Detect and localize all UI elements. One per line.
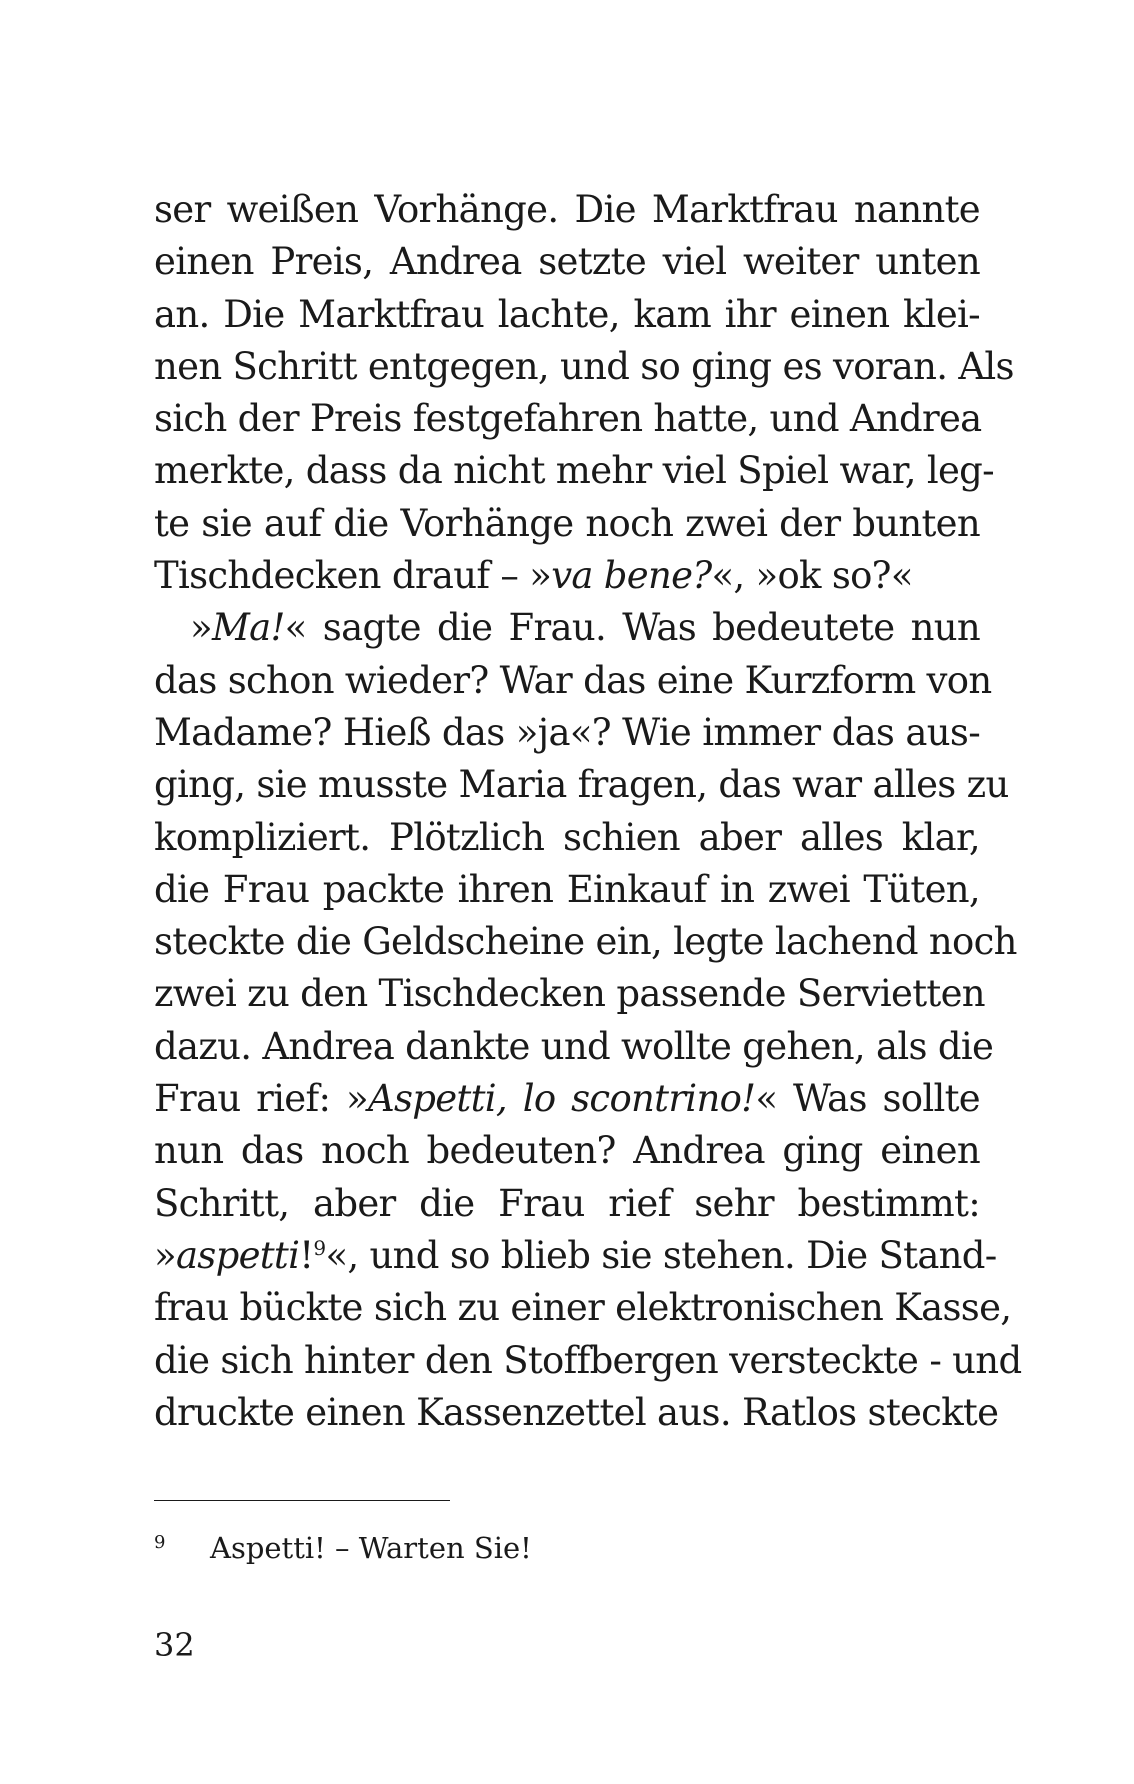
text-line: die sich hinter den Stoffbergen versteckte - und bbox=[154, 1338, 1022, 1382]
text-run: «, und so blieb sie stehen. Die Stand- bbox=[325, 1233, 997, 1277]
text-line bbox=[154, 550, 980, 602]
text-run: » bbox=[154, 1233, 176, 1277]
text-run: » bbox=[190, 606, 212, 650]
text-line: druckte einen Kassenzettel aus. Ratlos steckte bbox=[154, 1390, 999, 1434]
text-line: steckte die Geldscheine ein, legte lachend noch bbox=[154, 920, 1017, 964]
text-line: sich der Preis festgefahren hatte, und Andrea bbox=[154, 397, 982, 441]
text-line: das schon wieder? War das eine Kurzform von bbox=[154, 658, 992, 702]
footnote-separator bbox=[154, 1500, 450, 1501]
footnote-reference: 9 bbox=[313, 1235, 326, 1260]
italic-phrase: aspetti bbox=[175, 1233, 300, 1277]
text-line: te sie auf die Vorhänge noch zwei der bunten bbox=[154, 501, 980, 545]
text-line: ser weißen Vorhänge. Die Marktfrau nannte bbox=[154, 188, 980, 231]
footnote-text: Aspetti! – Warten Sie! bbox=[210, 1531, 532, 1565]
text-run: Tischdecken drauf – » bbox=[154, 554, 552, 598]
text-line: ging, sie musste Maria fragen, das war alles zu bbox=[154, 763, 1009, 807]
text-line: nun das noch bedeuten? Andrea ging einen bbox=[154, 1129, 980, 1173]
text-line: kompliziert. Plötzlich schien aber alles klar, bbox=[154, 815, 980, 859]
text-run: ! bbox=[299, 1233, 314, 1277]
italic-phrase: va bene? bbox=[551, 554, 712, 598]
text-line: an. Die Marktfrau lachte, kam ihr einen klei- bbox=[154, 292, 980, 336]
text-line: Schritt, aber die Frau rief sehr bestimmt: bbox=[154, 1181, 980, 1225]
text-line bbox=[154, 1230, 997, 1282]
italic-phrase: Ma! bbox=[211, 606, 285, 650]
text-line: merkte, dass da nicht mehr viel Spiel war, leg- bbox=[154, 449, 994, 493]
text-line bbox=[154, 602, 980, 654]
text-run: Frau rief: » bbox=[154, 1077, 368, 1121]
page-number: 32 bbox=[154, 1626, 195, 1664]
text-line: zwei zu den Tischdecken passende Servietten bbox=[154, 972, 985, 1016]
text-line: dazu. Andrea dankte und wollte gehen, als die bbox=[154, 1024, 994, 1068]
text-line: die Frau packte ihren Einkauf in zwei Tüten, bbox=[154, 867, 980, 911]
text-line bbox=[154, 1073, 980, 1125]
italic-phrase: Aspetti, lo scontrino! bbox=[367, 1077, 756, 1121]
footnote: 9 Aspetti! – Warten Sie! bbox=[154, 1531, 532, 1565]
text-line: einen Preis, Andrea setzte viel weiter unten bbox=[154, 240, 980, 284]
text-line: Madame? Hieß das »ja«? Wie immer das aus- bbox=[154, 710, 980, 754]
text-run: «, »ok so?« bbox=[711, 554, 913, 598]
body-text bbox=[154, 184, 1022, 1439]
text-run: « Was sollte bbox=[755, 1077, 980, 1121]
text-line: nen Schritt entgegen, und so ging es voran. Als bbox=[154, 344, 1014, 388]
text-run: « sagte die Frau. Was bedeutete nun bbox=[284, 606, 980, 650]
text-line: frau bückte sich zu einer elektronischen Kasse, bbox=[154, 1286, 1012, 1330]
